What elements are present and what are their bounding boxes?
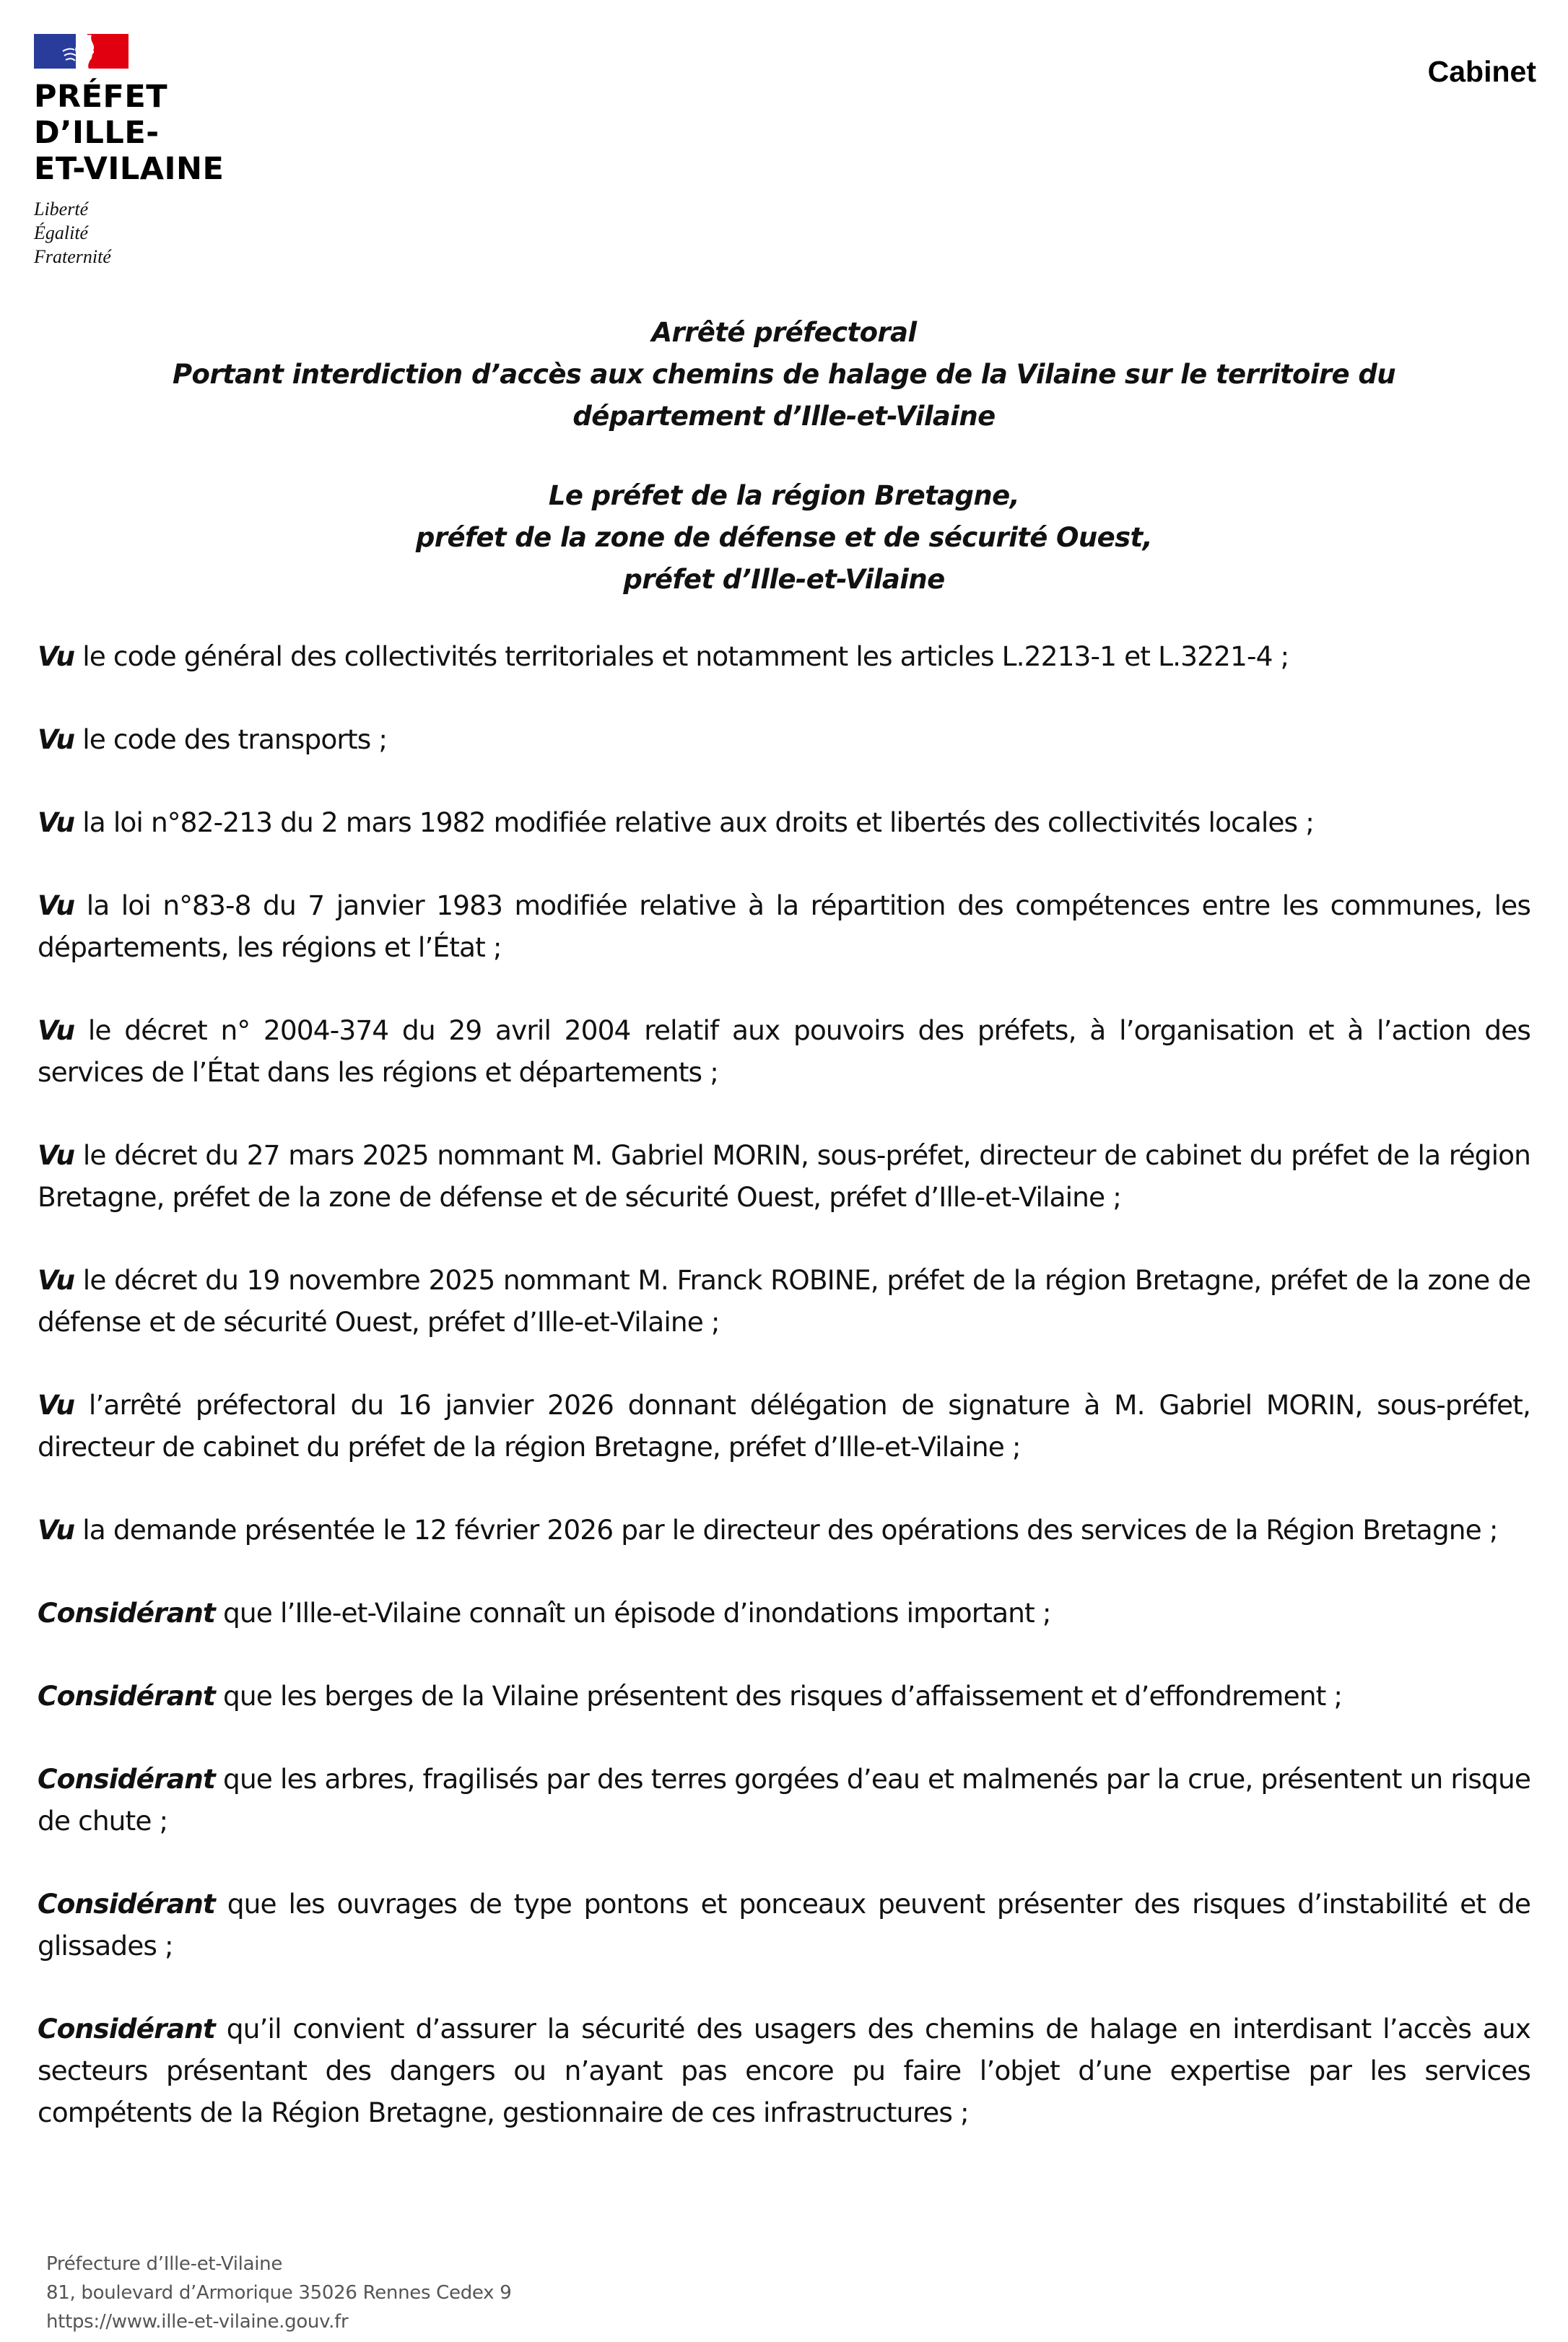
footer (46, 2250, 511, 2336)
marianne-flag-icon (34, 34, 129, 69)
paragraph-text: la demande présentée le 12 février 2026 par le directeur des opérations des services de la Région Bretagne ; (74, 1514, 1498, 1546)
paragraph-keyword: Vu (38, 1264, 75, 1296)
motto-line: Fraternité (34, 246, 111, 267)
paragraph-text: le décret du 19 novembre 2025 nommant M. Franck ROBINE, préfet de la région Bretagne, préfet de la zone de défense et de sécurité Ouest, préfet d’Ille-et-Vilaine ; (38, 1264, 1530, 1338)
paragraph-keyword: Considérant (38, 2013, 215, 2045)
vu-paragraph (38, 635, 1530, 677)
motto-line: Égalité (34, 222, 89, 243)
footer-prefecture-name: Préfecture d’Ille-et-Vilaine (46, 2253, 283, 2275)
logo-title-line: D’ILLE- (34, 115, 160, 151)
paragraph-keyword: Considérant (38, 1888, 215, 1920)
authority-line: Le préfet de la région Bretagne, (548, 480, 1020, 511)
considerant-paragraph (38, 1758, 1530, 1842)
paragraph-text: la loi n°83-8 du 7 janvier 1983 modifiée relative à la répartition des compétences entre les communes, les départements, les régions et l’État ; (38, 889, 1530, 963)
authority-line: préfet de la zone de défense et de sécurité Ouest, (415, 522, 1153, 553)
vu-paragraph (38, 1259, 1530, 1343)
vu-paragraph (38, 884, 1530, 968)
paragraph-text: que les ouvrages de type pontons et ponceaux peuvent présenter des risques d’instabilité et de glissades ; (38, 1888, 1530, 1962)
paragraph-text: le décret du 27 mars 2025 nommant M. Gabriel MORIN, sous-préfet, directeur de cabinet du préfet de la région Bretagne, préfet de la zone de défense et de sécurité Ouest, préfet d’Ille-et-Vilaine ; (38, 1139, 1530, 1213)
paragraph-text: l’arrêté préfectoral du 16 janvier 2026 donnant délégation de signature à M. Gabriel MORIN, sous-préfet, directeur de cabinet du préfet de la région Bretagne, préfet d’Ille-et-Vilaine ; (38, 1389, 1530, 1463)
considerant-paragraph (38, 2008, 1530, 2133)
footer-website-link[interactable]: https://www.ille-et-vilaine.gouv.fr (46, 2311, 349, 2333)
decree-body (38, 635, 1530, 2175)
paragraph-keyword: Vu (38, 1389, 75, 1421)
considerant-paragraph (38, 1883, 1530, 1967)
decree-subject-line: département d’Ille-et-Vilaine (572, 401, 996, 432)
decree-subject-line: Portant interdiction d’accès aux chemins de halage de la Vilaine sur le territoire du (173, 359, 1395, 390)
paragraph-keyword: Considérant (38, 1597, 215, 1629)
paragraph-keyword: Considérant (38, 1680, 215, 1712)
vu-paragraph (38, 1384, 1530, 1468)
footer-address: 81, boulevard d’Armorique 35026 Rennes Cedex 9 (46, 2282, 512, 2304)
vu-paragraph (38, 1134, 1530, 1218)
paragraph-keyword: Vu (38, 1139, 75, 1171)
paragraph-keyword: Vu (38, 723, 75, 755)
paragraph-text: le code des transports ; (74, 723, 388, 755)
paragraph-keyword: Vu (38, 640, 75, 672)
paragraph-text: que les berges de la Vilaine présentent des risques d’affaissement et d’effondrement ; (214, 1680, 1343, 1712)
vu-paragraph (38, 1509, 1530, 1551)
paragraph-keyword: Considérant (38, 1763, 215, 1795)
paragraph-text: le code général des collectivités territoriales et notamment les articles L.2213-1 et L.3221-4 ; (74, 640, 1289, 672)
authority-line: préfet d’Ille-et-Vilaine (623, 564, 945, 595)
logo-title-line: PRÉFET (34, 79, 168, 115)
paragraph-text: qu’il convient d’assurer la sécurité des usagers des chemins de halage en interdisant l’accès aux secteurs présentant des dangers ou n’ayant pas encore pu faire l’objet d’une expertise par les services compétents de la Région Bretagne, gestionnaire de ces infrastructures ; (38, 2013, 1530, 2128)
prefecture-logo (34, 34, 251, 269)
motto-line: Liberté (34, 199, 89, 219)
decree-title-block (72, 312, 1496, 601)
republic-motto (34, 197, 251, 269)
vu-paragraph (38, 718, 1530, 760)
paragraph-keyword: Vu (38, 889, 75, 921)
paragraph-text: le décret n° 2004-374 du 29 avril 2004 relatif aux pouvoirs des préfets, à l’organisation et à l’action des services de l’État dans les régions et départements ; (38, 1014, 1530, 1088)
vu-paragraph (38, 801, 1530, 843)
vu-paragraph (38, 1009, 1530, 1093)
paragraph-keyword: Vu (38, 806, 75, 838)
paragraph-text: que l’Ille-et-Vilaine connaît un épisode d’inondations important ; (214, 1597, 1051, 1629)
paragraph-text: la loi n°82-213 du 2 mars 1982 modifiée relative aux droits et libertés des collectivités locales ; (74, 806, 1314, 838)
logo-title-line: ET-VILAINE (34, 151, 225, 187)
paragraph-keyword: Vu (38, 1514, 75, 1546)
decree-type: Arrêté préfectoral (651, 317, 917, 348)
service-label: Cabinet (1427, 55, 1536, 88)
considerant-paragraph (38, 1675, 1530, 1717)
paragraph-text: que les arbres, fragilisés par des terres gorgées d’eau et malmenés par la crue, présentent un risque de chute ; (38, 1763, 1530, 1837)
logo-title (34, 79, 251, 187)
paragraph-keyword: Vu (38, 1014, 75, 1046)
considerant-paragraph (38, 1592, 1530, 1634)
